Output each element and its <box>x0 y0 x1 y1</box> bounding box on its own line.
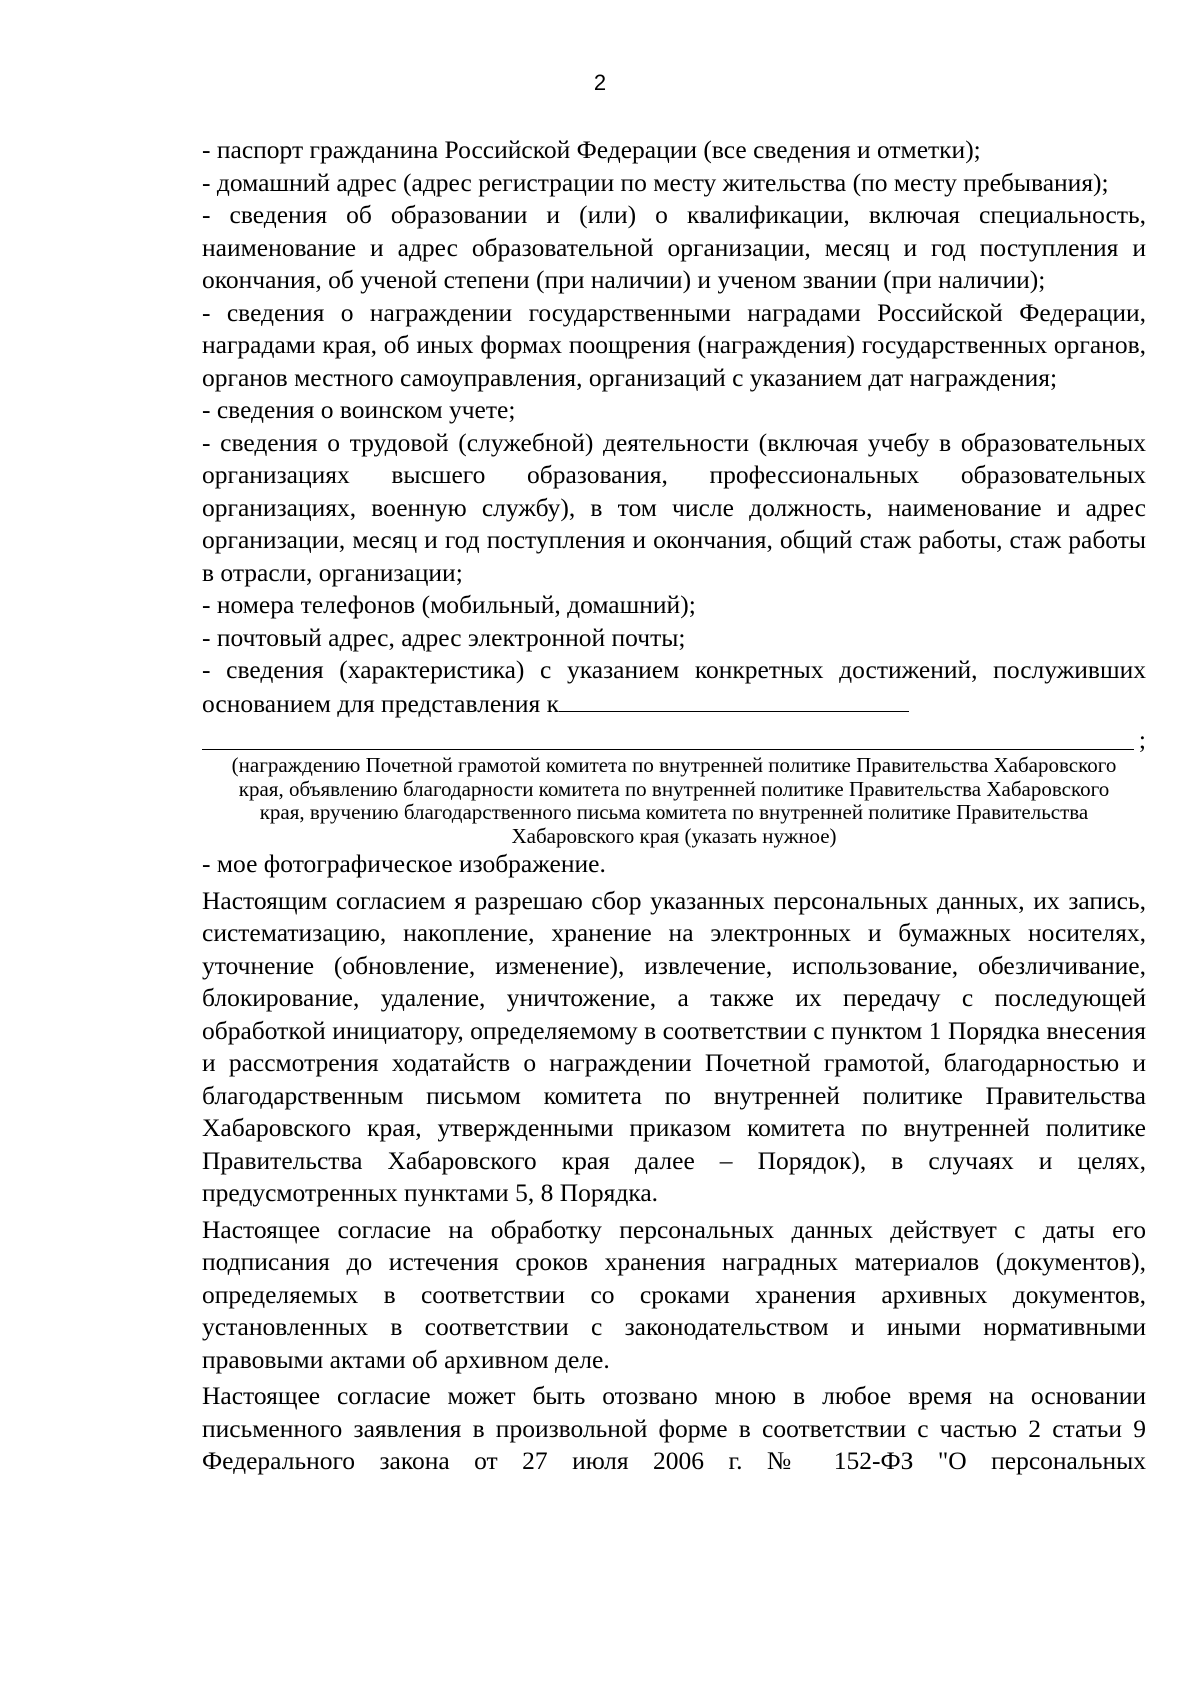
paragraph-consent-revocation: Настоящее согласие может быть отозвано мною в любое время на основании письменного заявления в произвольной форме в соответствии с частью 2 статьи 9 Федерального закона от 27 июля 2006 г. № 152-ФЗ "О персональных <box>202 1381 1146 1475</box>
list-item-education: - сведения об образовании и (или) о квалификации, включая специальность, наименование и адрес образовательной организации, месяц и год поступления и окончания, об ученой степени (при наличии) и ученом звании (при наличии); <box>202 200 1146 294</box>
list-item-passport: - паспорт гражданина Российской Федерации (все сведения и отметки); <box>202 135 981 164</box>
list-item-home-address: - домашний адрес (адрес регистрации по месту жительства (по месту пребывания); <box>202 167 1109 197</box>
document-body <box>202 134 1146 1478</box>
list-item-military: - сведения о воинском учете; <box>202 395 516 424</box>
list-item-phones: - номера телефонов (мобильный, домашний); <box>202 590 696 619</box>
paragraph-consent-duration: Настоящее согласие на обработку персональных данных действует с даты его подписания до истечения сроков хранения наградных материалов (документов), определяемых в соответствии со сроками хранения архивных документов, установленных в соответствии с законодательством и иными нормативными правовыми актами об архивном деле. <box>202 1214 1146 1374</box>
list-item-photo: - мое фотографическое изображение. <box>202 849 606 878</box>
page-number: 2 <box>593 70 607 95</box>
list-item-awards: - сведения о награждении государственными наградами Российской Федерации, наградами края, об иных формах поощрения (награждения) государственных органов, органов местного самоуправления, организаций с указанием дат награждения; <box>202 297 1146 392</box>
fill-in-line[interactable] <box>559 687 909 712</box>
paragraph-consent-scope: Настоящим согласием я разрешаю сбор указанных персональных данных, их запись, систематизацию, накопление, хранение на электронных и бумажных носителях, уточнение (обновление, изменение), извлечение, использование, обезличивание, блокирование, удаление, уничтожение, а также их передачу с последующей обработкой инициатору, определяемому в соответствии с пунктом 1 Порядка внесения и рассмотрения ходатайств о награждении Почетной грамотой, благодарностью и благодарственным письмом комитета по внутренней политике Правительства Хабаровского края, утвержденными приказом комитета по внутренней политике Правительства Хабаровского края далее – Порядок), в случаях и целях, предусмотренных пунктами 5, 8 Порядка. <box>202 885 1146 1207</box>
achievements-text: - сведения (характеристика) с указанием конкретных достижений, послуживших основанием для представления к <box>202 655 1146 718</box>
list-item-postal-email: - почтовый адрес, адрес электронной почты; <box>202 622 686 652</box>
blank-caption: (награждению Почетной грамотой комитета по внутренней политике Правительства Хабаровского края, объявлению благодарности комитета по внутренней политике Правительства Хабаровского края, вручению благодарственного письма комитета по внутренней политике Правительства Хабаровского края (указать нужное) <box>231 753 1117 848</box>
list-item-achievements <box>202 654 1146 720</box>
fill-in-blank[interactable] <box>202 722 1146 754</box>
list-item-employment: - сведения о трудовой (служебной) деятельности (включая учебу в образовательных организациях высшего образования, профессиональных образовательных организациях, военную службу), в том числе должность, наименование и адрес организации, месяц и год поступления и окончания, общий стаж работы, стаж работы в отрасли, организации; <box>202 427 1146 587</box>
blank-underline <box>202 749 1134 750</box>
blank-line-end: ; <box>1138 725 1146 754</box>
